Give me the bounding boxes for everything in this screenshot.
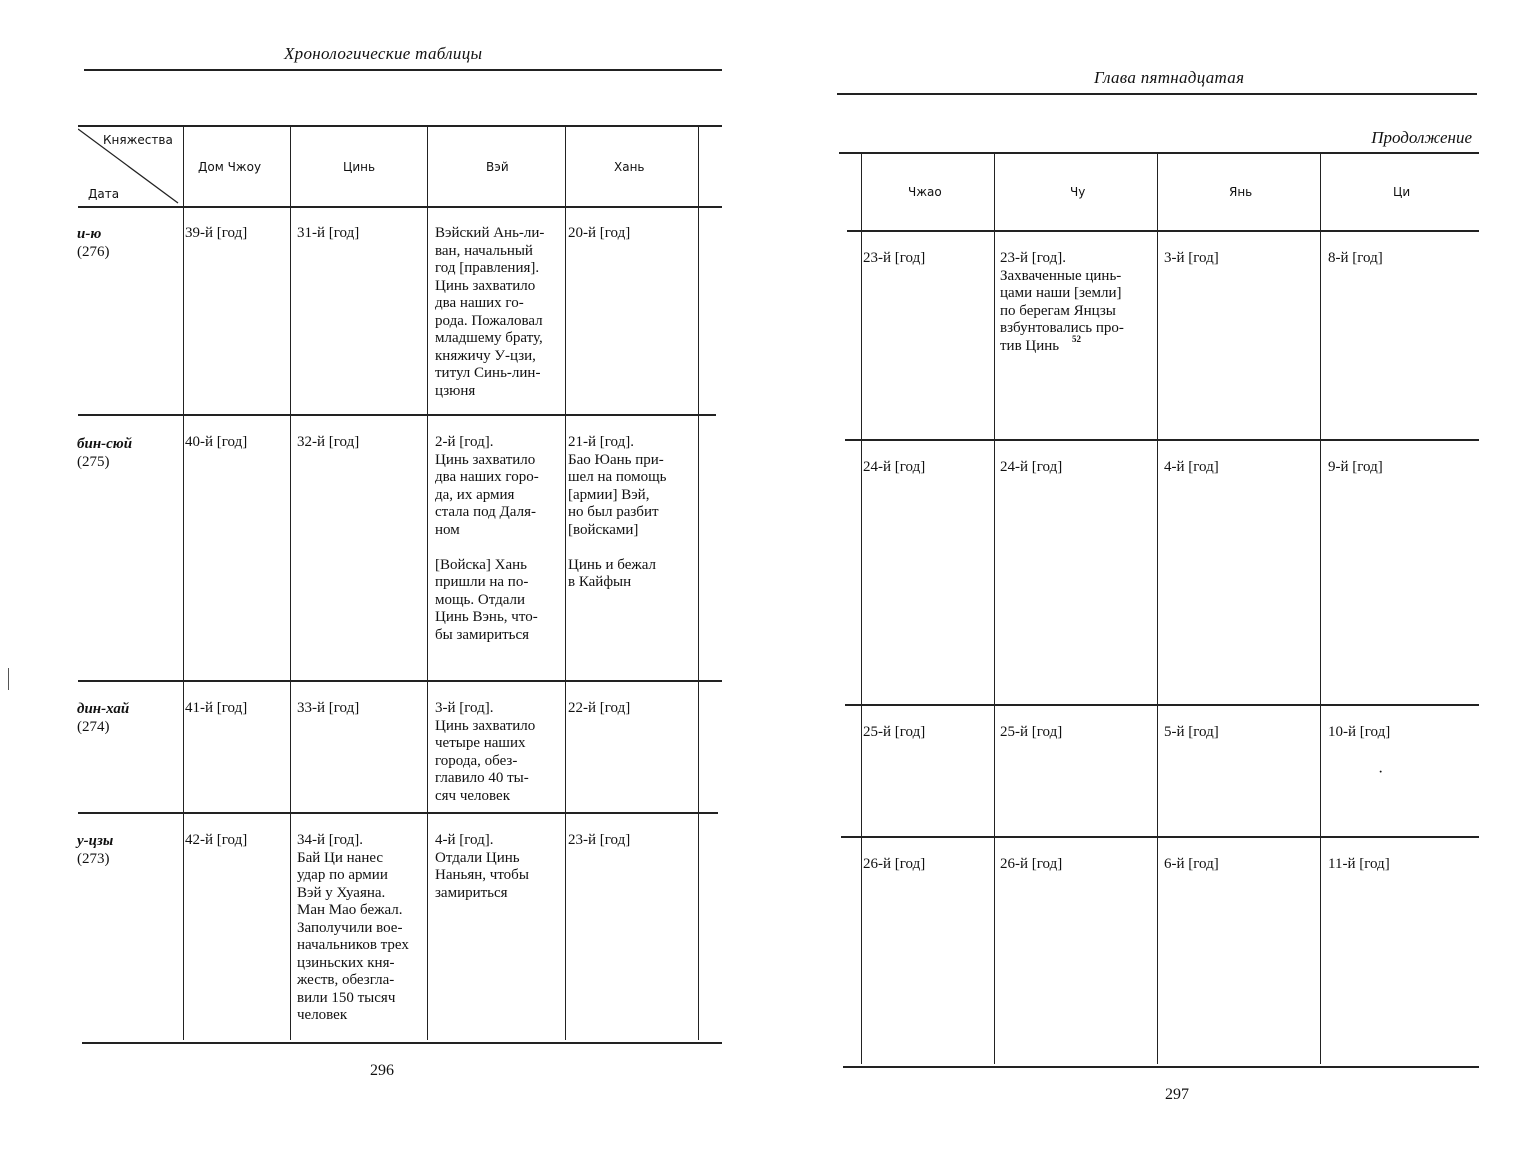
date-name: и-ю — [77, 226, 102, 242]
table-bottom-rule — [843, 1066, 1479, 1068]
column-header: Хань — [614, 160, 645, 174]
row-divider — [78, 414, 716, 416]
table-cell: 34-й [год]. Бай Ци нанес удар по армии Вэй у Хуаяна. Ман Мао бежал. Заполучили вое- начальников трех цзиньских кня- жеств, обезгла- вили 150 тысяч человек — [297, 832, 409, 1023]
column-header: Дом Чжоу — [198, 160, 262, 174]
print-speck: · — [1378, 764, 1384, 781]
column-header: Ци — [1393, 185, 1411, 199]
running-head-right: Глава пятнадцатая — [1094, 68, 1245, 87]
table-cell: 5-й [год] — [1164, 724, 1219, 740]
table-cell: 23-й [год]. Захваченные цинь- цами наши [земли] по берегам Янцзы взбунтовались про- тив Цинь — [1000, 250, 1124, 354]
date-name: дин-хай — [77, 701, 130, 717]
continued-label: Продолжение — [1371, 128, 1472, 147]
column-rule — [290, 127, 291, 1040]
table-cell: 10-й [год] — [1328, 724, 1391, 740]
table-cell: 4-й [год] — [1164, 459, 1219, 475]
table-cell: 33-й [год] — [297, 700, 360, 716]
page-number-right: 297 — [1165, 1086, 1189, 1103]
table-cell: 23-й [год] — [568, 832, 631, 848]
corner-header-bottom: Дата — [88, 187, 120, 201]
table-cell: 24-й [год] — [1000, 459, 1063, 475]
table-cell: 24-й [год] — [863, 459, 926, 475]
column-header: Вэй — [486, 160, 509, 174]
table-cell: 3-й [год]. Цинь захватило четыре наших города, обез- главило 40 ты- сяч человек — [435, 700, 536, 804]
table-cell: 25-й [год] — [1000, 724, 1063, 740]
header-rule — [837, 93, 1477, 95]
page-number-left: 296 — [370, 1062, 394, 1079]
corner-header-top: Княжества — [103, 133, 173, 147]
table-cell: 8-й [год] — [1328, 250, 1383, 266]
column-rule — [183, 127, 184, 1040]
column-header: Цинь — [343, 160, 376, 174]
table-cell: 4-й [год]. Отдали Цинь Наньян, чтобы замириться — [435, 832, 529, 901]
table-cell: 20-й [год] — [568, 225, 631, 241]
row-divider — [845, 439, 1479, 441]
table-cell: 41-й [год] — [185, 700, 248, 716]
right-page — [767, 0, 1534, 1152]
column-header: Янь — [1229, 185, 1253, 199]
header-rule — [84, 69, 722, 71]
column-rule — [861, 154, 862, 1064]
table-cell: 22-й [год] — [568, 700, 631, 716]
date-year: (274) — [77, 719, 110, 735]
date-name: бин-сюй — [77, 436, 133, 452]
column-rule — [698, 127, 699, 1040]
running-head-left: Хронологические таблицы — [284, 44, 483, 63]
date-year: (273) — [77, 851, 110, 867]
column-header: Чу — [1070, 185, 1086, 199]
table-cell: Вэйский Ань-ли- ван, начальный год [правления]. Цинь захватило два наших го- рода. Пожаловал младшему брату, княжичу У-цзи, титул Синь-лин- цзюня — [435, 225, 545, 399]
table-cell: 31-й [год] — [297, 225, 360, 241]
footnote-marker: 52 — [1072, 334, 1081, 344]
row-divider — [845, 704, 1479, 706]
table-cell: 21-й [год]. Бао Юань при- шел на помощь [армии] Вэй, но был разбит [войсками] Цинь и бежал в Кайфын — [568, 434, 667, 590]
date-year: (276) — [77, 244, 110, 260]
column-header: Чжао — [908, 185, 942, 199]
date-name: у-цзы — [77, 833, 114, 849]
table-cell: 32-й [год] — [297, 434, 360, 450]
table-cell: 23-й [год] — [863, 250, 926, 266]
table-cell: 25-й [год] — [863, 724, 926, 740]
table-cell: 26-й [год] — [1000, 856, 1063, 872]
table-cell: 9-й [год] — [1328, 459, 1383, 475]
table-header-rule — [847, 230, 1479, 232]
scan-margin-mark — [8, 668, 9, 690]
row-divider — [78, 812, 718, 814]
table-cell: 3-й [год] — [1164, 250, 1219, 266]
table-cell: 39-й [год] — [185, 225, 248, 241]
table-cell: 40-й [год] — [185, 434, 248, 450]
row-divider — [841, 836, 1479, 838]
table-cell: 26-й [год] — [863, 856, 926, 872]
date-year: (275) — [77, 454, 110, 470]
table-cell: 42-й [год] — [185, 832, 248, 848]
row-divider — [78, 680, 722, 682]
table-top-rule — [839, 152, 1479, 154]
table-cell: 2-й [год]. Цинь захватило два наших горо- да, их армия стала под Даля- ном [Войска] Хань пришли на по- мощь. Отдали Цинь Вэнь, что- бы замириться — [435, 434, 539, 643]
table-cell: 11-й [год] — [1328, 856, 1390, 872]
table-cell: 6-й [год] — [1164, 856, 1219, 872]
column-rule — [1320, 154, 1321, 1064]
table-bottom-rule — [82, 1042, 722, 1044]
column-rule — [994, 154, 995, 1064]
